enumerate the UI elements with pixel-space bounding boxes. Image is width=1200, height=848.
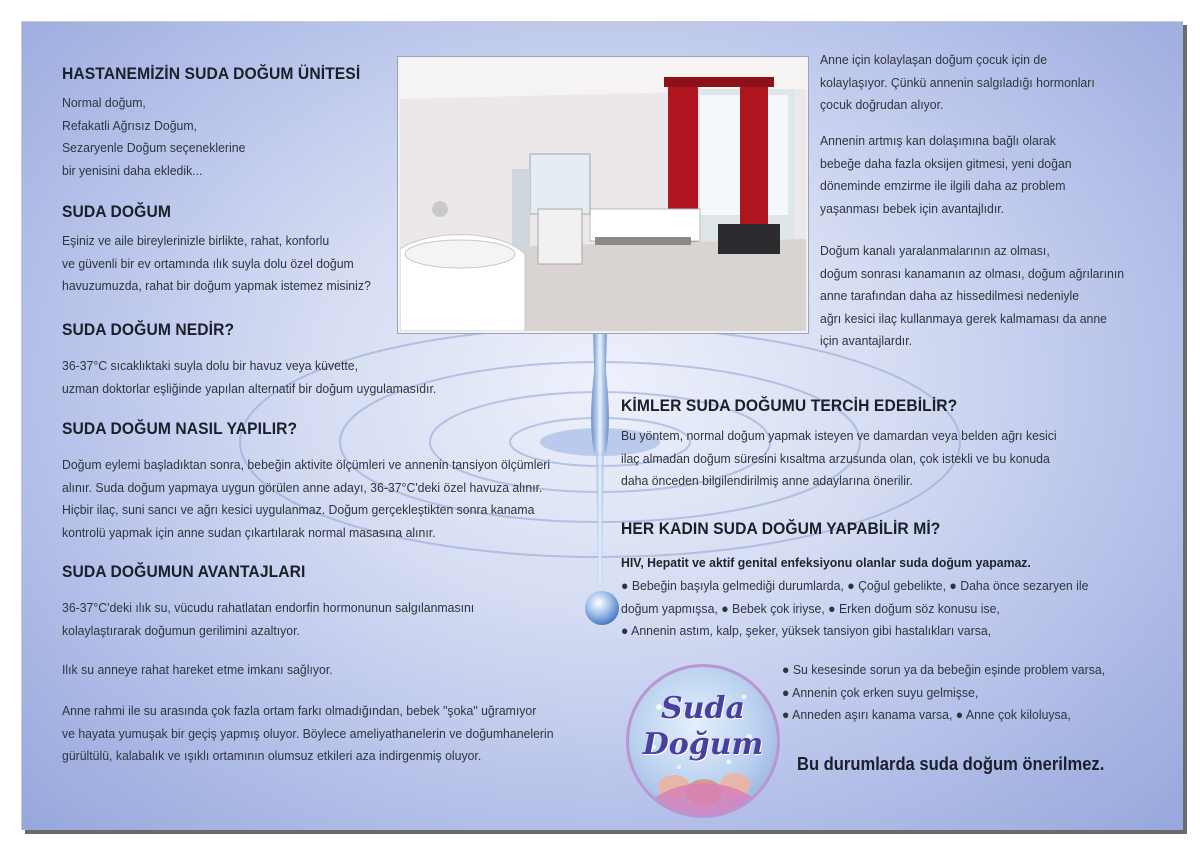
water-drop: [585, 591, 619, 625]
section-title-avantajlari: SUDA DOĞUMUN AVANTAJLARI: [62, 562, 306, 581]
suda-dogum-logo: [626, 664, 780, 818]
section-text-nedir: 36-37°C sıcaklıktaki suyla dolu bir havuz veya küvette, uzman doktorlar eşliğinde yapılan alternatif bir doğum uygulamasıdır.: [62, 358, 437, 396]
section-title-nedir: SUDA DOĞUM NEDİR?: [62, 320, 235, 339]
brochure-page: [21, 21, 1183, 830]
conclusion-text: Bu durumlarda suda doğum önerilmez.: [797, 754, 1105, 774]
section-text-nasil: Doğum eylemi başladıktan sonra, bebeğin aktivite ölçümleri ve annenin tansiyon ölçümleri alınır. Suda doğum yapmaya uygun görülen anne adayı, 36-37°C'deki özel havuza alınır. Hiçbir ilaç, suni sancı ve ağrı kesici uygulanmaz. Doğum gerçekleştikten sonra kanama kontrolü yapmak için anne sudan çıkartılarak normal masasına alınır.: [62, 457, 551, 540]
contraindication-list-2: ● Su kesesinde sorun ya da bebeğin eşinde problem varsa, ● Annenin çok erken suyu gelmişse, ● Anneden aşırı kanama varsa, ● Anne çok kiloluysa,: [782, 662, 1106, 722]
advantages-paragraph-3: Anne rahmi ile su arasında çok fazla ortam farkı olmadığından, bebek "şoka" uğramıyor ve hayata yumuşak bir geçiş yapmış oluyor. Böylece ameliyathanelerin ve doğumhanelerin gürültülü, kalabalık ve ışıklı ortamının olumsuz etkileri aza indirgenmiş oluyor.: [62, 703, 554, 763]
benefit-paragraph-1: Anne için kolaylaşan doğum çocuk için de kolaylaşıyor. Çünkü annenin salgıladığı hormonları çocuk doğrudan alıyor.: [820, 52, 1095, 112]
section-title-nasil: SUDA DOĞUM NASIL YAPILIR?: [62, 419, 298, 438]
advantages-paragraph-1: 36-37°C'deki ılık su, vücudu rahatlatan endorfin hormonunun salgılanmasını kolaylaştırarak doğumun gerilimini azaltıyor.: [62, 600, 475, 638]
benefit-paragraph-2: Annenin artmış kan dolaşımına bağlı olarak bebeğe daha fazla oksijen gitmesi, yeni doğan döneminde emzirme ile ilgili daha az problem yaşanması bebek için avantajlıdır.: [820, 133, 1072, 216]
section-text-kimler: Bu yöntem, normal doğum yapmak isteyen ve damardan veya belden ağrı kesici ilaç almadan doğum süresini kısaltma arzusunda olan, çok istekli ve bu konuda daha önceden bilgilendirilmiş anne adaylarına önerilir.: [621, 428, 1057, 488]
section-title-kimler: KİMLER SUDA DOĞUMU TERCİH EDEBİLİR?: [621, 396, 958, 415]
section-title-her-kadin: HER KADIN SUDA DOĞUM YAPABİLİR Mİ?: [621, 519, 941, 538]
section-text-suda-dogum: Eşiniz ve aile bireylerinizle birlikte, rahat, konforlu ve güvenli bir ev ortamında ılık suyla dolu özel doğum havuzumuzda, rahat bir doğum yapmak istemez misiniz?: [62, 233, 371, 293]
contraindication-warning: HIV, Hepatit ve aktif genital enfeksiyonu olanlar suda doğum yapamaz.: [621, 555, 1031, 570]
delivery-room-photo: [398, 57, 808, 333]
advantages-paragraph-2: Ilık su anneye rahat hareket etme imkanı sağlıyor.: [62, 662, 333, 677]
contraindication-list: ● Bebeğin başıyla gelmediği durumlarda, ● Çoğul gebelikte, ● Daha önce sezaryen ile doğum yapmışsa, ● Bebek çok iriyse, ● Erken doğum söz konusu ise, ● Annenin astım, kalp, şeker, yüksek tansiyon gibi hastalıkları varsa,: [621, 578, 1089, 638]
benefit-paragraph-3: Doğum kanalı yaralanmalarının az olması, doğum sonrası kanamanın az olması, doğum ağrılarının anne tarafından daha az hissedilmesi nedeniyle ağrı kesici ilaç kullanmaya gerek kalmaması da anne için avantajlardır.: [820, 243, 1125, 348]
section-title-suda-dogum: SUDA DOĞUM: [62, 202, 171, 221]
logo-word-suda: Suda: [661, 691, 745, 726]
intro-text: Normal doğum, Refakatli Ağrısız Doğum, Sezaryenle Doğum seçeneklerine bir yenisini daha ekledik...: [62, 95, 246, 178]
unit-title: HASTANEMİZİN SUDA DOĞUM ÜNİTESİ: [62, 64, 361, 83]
logo-word-dogum: Doğum: [642, 727, 764, 762]
